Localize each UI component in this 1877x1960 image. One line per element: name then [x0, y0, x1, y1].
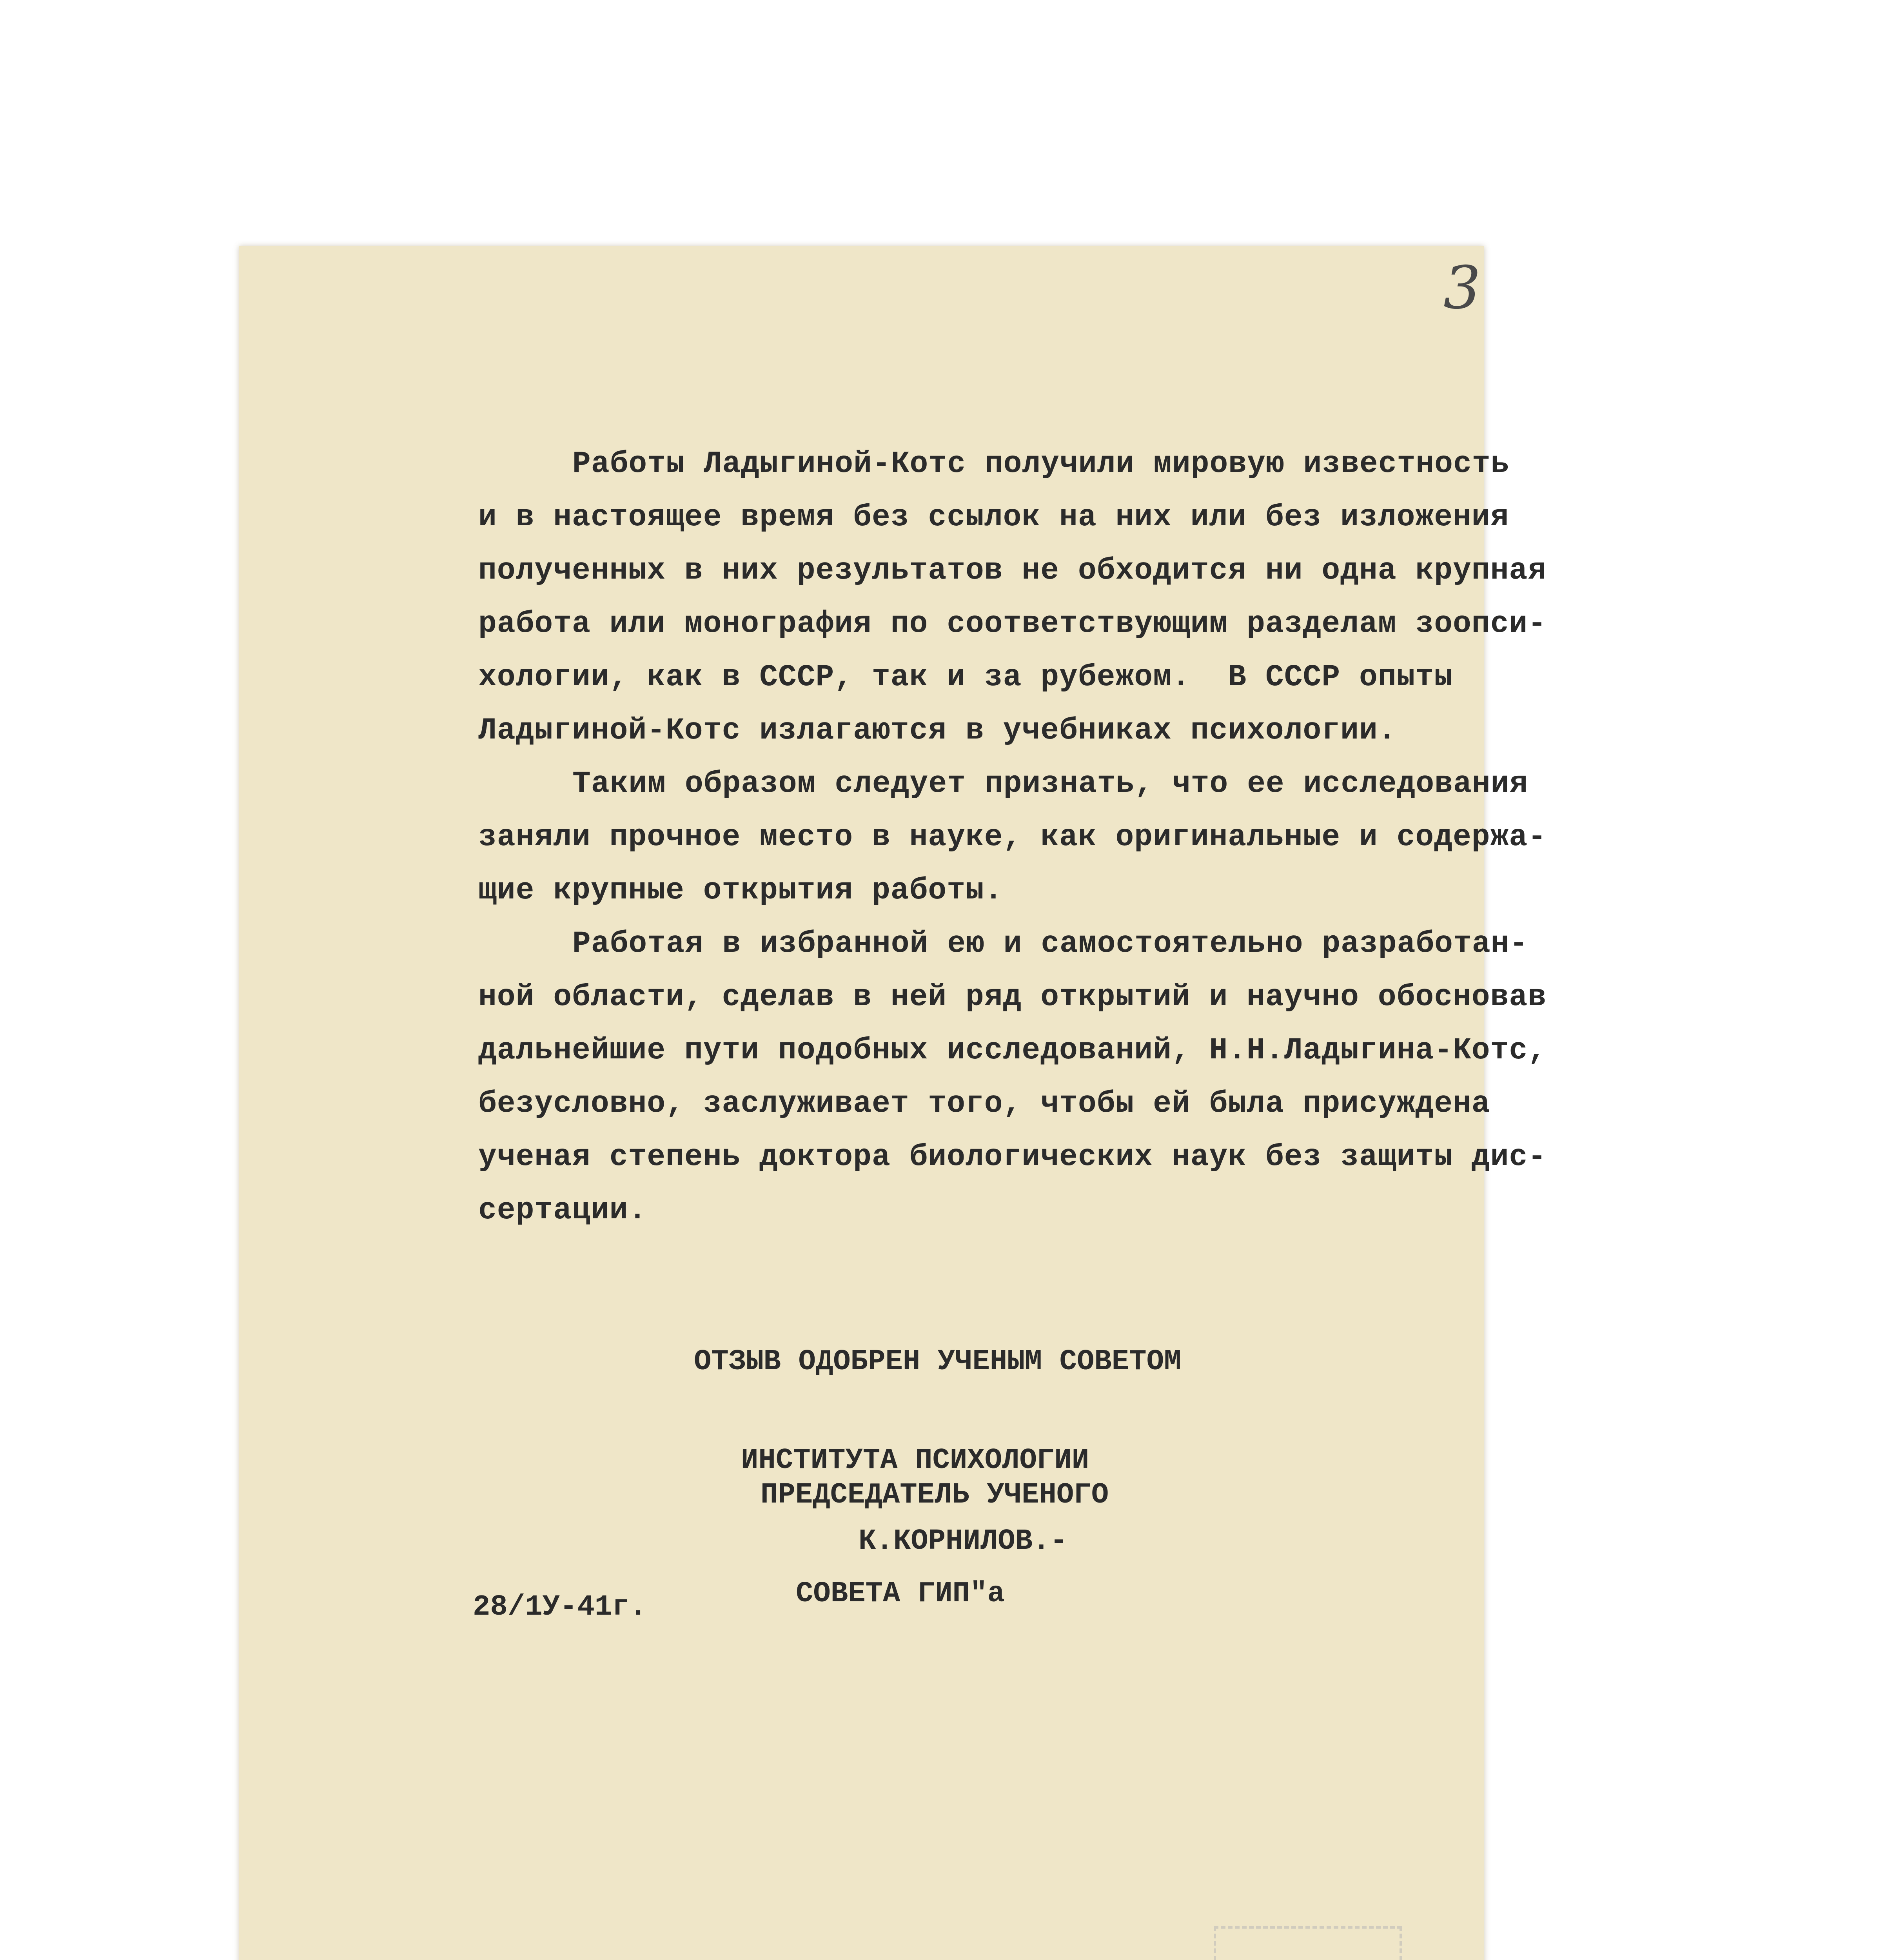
page-number: 3 — [1443, 254, 1481, 322]
text-line: хологии, как в СССР, так и за рубежом. В СССР опыты — [478, 660, 1453, 695]
paragraph-3 — [478, 917, 1547, 1237]
paragraph-2 — [478, 757, 1547, 917]
text-line: работа или монография по соответствующим разделам зоопси- — [478, 607, 1547, 641]
text-line: Работы Ладыгиной-Котс получили мировую известность — [572, 447, 1510, 481]
document-body — [478, 437, 1547, 1237]
faded-stamp — [1214, 1926, 1402, 1960]
text-line: полученных в них результатов не обходится ни одна крупная — [478, 554, 1547, 588]
text-line: заняли прочное место в науке, как оригинальные и содержа- — [478, 820, 1547, 855]
text-line: безусловно, заслуживает того, чтобы ей была присуждена — [478, 1087, 1490, 1121]
chairman-line-2: СОВЕТА ГИП"а — [796, 1577, 1005, 1610]
text-line: ной области, сделав в ней ряд открытий и научно обосновав — [478, 980, 1547, 1014]
text-line: сертации. — [478, 1193, 647, 1228]
document-sheet — [239, 246, 1547, 1960]
text-line: дальнейшие пути подобных исследований, Н.Н.Ладыгина-Котс, — [478, 1033, 1547, 1068]
signature-name: К.КОРНИЛОВ.- — [859, 1525, 1067, 1558]
approval-line-2: ИНСТИТУТА ПСИХОЛОГИИ — [741, 1444, 1089, 1477]
text-line: ученая степень доктора биологических наук без защиты дис- — [478, 1140, 1547, 1174]
paragraph-1 — [478, 437, 1547, 757]
text-line: щие крупные открытия работы. — [478, 873, 1003, 908]
text-line: Таким образом следует признать, что ее исследования — [572, 767, 1528, 801]
document-date: 28/1У-41г. — [473, 1591, 647, 1624]
text-line: и в настоящее время без ссылок на них или без изложения — [478, 500, 1509, 535]
approval-line-1: ОТЗЫВ ОДОБРЕН УЧЕНЫМ СОВЕТОМ — [694, 1345, 1182, 1378]
text-line: Работая в избранной ею и самостоятельно разработан- — [572, 927, 1528, 961]
chairman-line-1: ПРЕДСЕДАТЕЛЬ УЧЕНОГО — [761, 1479, 1109, 1512]
text-line: Ладыгиной-Котс излагаются в учебниках психологии. — [478, 713, 1397, 748]
